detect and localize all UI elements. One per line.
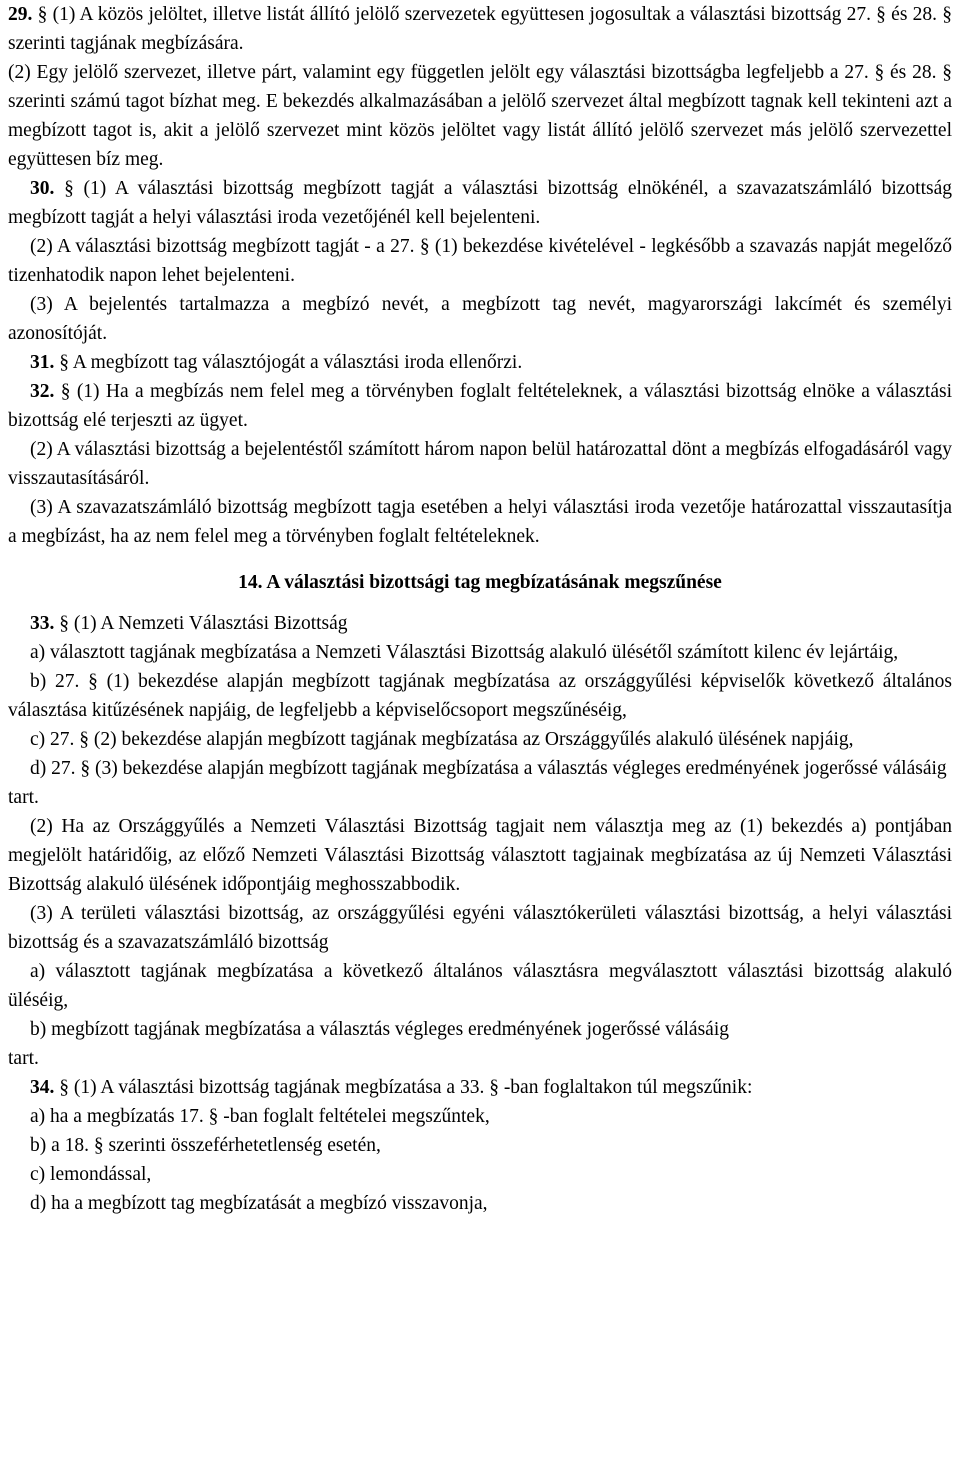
section-32-text-1: § (1) Ha a megbízás nem felel meg a törvényben foglalt feltételeknek, a választási bizottság elnöke a választási bizottság elé terjeszti az ügyet. xyxy=(8,381,952,431)
section-33-paragraph-3: (3) A területi választási bizottság, az országgyűlési egyéni választókerületi választási bizottság, a helyi választási bizottság és a szavazatszámláló bizottság xyxy=(8,903,952,953)
section-30-number: 30. xyxy=(30,178,55,199)
section-33-paragraph-1 xyxy=(8,609,952,638)
section-33-point-a: a) választott tagjának megbízatása a Nemzeti Választási Bizottság alakuló ülésétől számított kilenc év lejártáig, xyxy=(30,642,899,663)
section-33-paragraph-3-point-b: b) megbízott tagjának megbízatása a választás végleges eredményének jogerőssé válásáig xyxy=(30,1019,730,1040)
section-30-paragraph-2: (2) A választási bizottság megbízott tagját - a 27. § (1) bekezdése kivételével - legkésőbb a szavazás napját megelőző tizenhatodik napon lehet bejelenteni. xyxy=(8,236,952,286)
section-34-text-1: § (1) A választási bizottság tagjának megbízatása a 33. § -ban foglaltakon túl megszűnik: xyxy=(59,1077,753,1098)
section-33-paragraph-2: (2) Ha az Országgyűlés a Nemzeti Választási Bizottság tagjait nem választja meg az (1) bekezdés a) pontjában megjelölt határidőig, az előző Nemzeti Választási Bizottság választott tagjainak megbízatása az új Nemzeti Választási Bizottság alakuló ülésének időpontjáig meghosszabbodik. xyxy=(8,816,952,895)
section-32-paragraph-2: (2) A választási bizottság a bejelentéstől számított három napon belül határozattal dönt a megbízás elfogadásáról vagy visszautasításáról. xyxy=(8,439,952,489)
section-29-text-1: § (1) A közös jelöltet, illetve listát állító jelölő szervezetek együttesen jogosultak a választási bizottság 27. § és 28. § szerinti tagjának megbízására. xyxy=(8,4,952,54)
section-34-point-d: d) ha a megbízott tag megbízatását a megbízó visszavonja, xyxy=(30,1193,488,1214)
section-33-number: 33. xyxy=(30,613,55,634)
section-33-text-1: § (1) A Nemzeti Választási Bizottság xyxy=(59,613,348,634)
section-33-tart-2: tart. xyxy=(8,1048,39,1069)
section-34-point-c: c) lemondással, xyxy=(30,1164,152,1185)
section-31-paragraph-1 xyxy=(8,348,952,377)
section-34-number: 34. xyxy=(30,1077,55,1098)
section-33-point-c: c) 27. § (2) bekezdése alapján megbízott tagjának megbízatása az Országgyűlés alakuló ülésének napjáig, xyxy=(30,729,854,750)
section-29-paragraph-1 xyxy=(8,0,952,58)
section-32-number: 32. xyxy=(30,381,55,402)
section-30-paragraph-3: (3) A bejelentés tartalmazza a megbízó nevét, a megbízott tag nevét, magyarországi lakcímét és személyi azonosítóját. xyxy=(8,294,952,344)
section-30-paragraph-1 xyxy=(8,174,952,232)
section-32-paragraph-3: (3) A szavazatszámláló bizottság megbízott tagja esetében a helyi választási iroda vezetője határozattal visszautasítja a megbízást, ha az nem felel meg a törvényben foglalt feltételeknek. xyxy=(8,497,952,547)
section-32-paragraph-1 xyxy=(8,377,952,435)
section-29-paragraph-2: (2) Egy jelölő szervezet, illetve párt, valamint egy független jelölt egy választási bizottságba legfeljebb a 27. § és 28. § szerinti számú tagot bízhat meg. E bekezdés alkalmazásában a jelölő szervezet által megbízott tagnak kell tekinteni azt a megbízott tagot is, akit a jelölő szervezet mint közös jelöltet vagy listát állító jelölő szervezet más jelölő szervezettel együttesen bíz meg. xyxy=(8,62,952,170)
chapter-14-heading: 14. A választási bizottsági tag megbízatásának megszűnése xyxy=(238,572,722,593)
section-34-point-b: b) a 18. § szerinti összeférhetetlenség esetén, xyxy=(30,1135,381,1156)
section-33-point-b: b) 27. § (1) bekezdése alapján megbízott tagjának megbízatása az országgyűlési képviselők következő általános választása kitűzésének napjáig, de legfeljebb a képviselőcsoport megszűnéséig, xyxy=(8,671,952,721)
section-31-number: 31. xyxy=(30,352,55,373)
section-33-tart-1: tart. xyxy=(8,787,39,808)
section-34-paragraph-1 xyxy=(8,1073,952,1102)
section-33-point-d: d) 27. § (3) bekezdése alapján megbízott tagjának megbízatása a választás végleges eredményének jogerőssé válásáig xyxy=(30,758,947,779)
section-31-text-1: § A megbízott tag választójogát a választási iroda ellenőrzi. xyxy=(59,352,523,373)
section-33-paragraph-3-point-a: a) választott tagjának megbízatása a következő általános választásra megválasztott választási bizottság alakuló üléséig, xyxy=(8,961,952,1011)
section-30-text-1: § (1) A választási bizottság megbízott tagját a választási bizottság elnökénél, a szavazatszámláló bizottság megbízott tagját a helyi választási iroda vezetőjénél kell bejelenteni. xyxy=(8,178,953,228)
section-34-point-a: a) ha a megbízatás 17. § -ban foglalt feltételei megszűntek, xyxy=(30,1106,490,1127)
section-29-number: 29. xyxy=(8,4,33,25)
